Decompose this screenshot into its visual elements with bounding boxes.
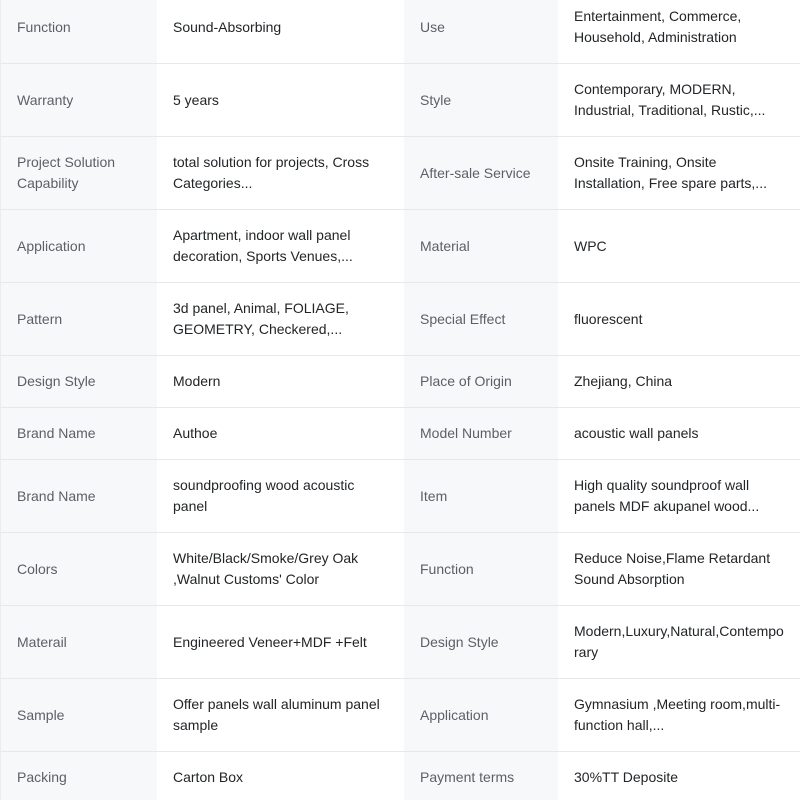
- spec-value-text: WPC: [574, 237, 607, 254]
- spec-value-left: [157, 606, 404, 678]
- spec-value-text: Engineered Veneer+MDF +Felt: [173, 633, 367, 650]
- spec-value-left: [157, 283, 404, 355]
- spec-label-right: [404, 64, 558, 136]
- spec-label-right: [404, 408, 558, 459]
- spec-label-left: [1, 533, 157, 605]
- table-row: [1, 63, 800, 136]
- table-row: [1, 532, 800, 605]
- spec-value-text: Sound-Absorbing: [173, 18, 282, 35]
- spec-value-right: [558, 137, 800, 209]
- spec-value-text: Apartment, indoor wall panel decoration, Sports Venues,...: [173, 227, 353, 264]
- spec-value-text: fluorescent: [574, 310, 643, 327]
- spec-value-right: [558, 460, 800, 532]
- spec-label-left: [1, 679, 157, 751]
- spec-label-left: [1, 606, 157, 678]
- spec-label-right: [404, 679, 558, 751]
- table-row: [1, 459, 800, 532]
- spec-label-text: Application: [17, 237, 86, 254]
- table-row: [1, 751, 800, 800]
- spec-label-text: Colors: [17, 560, 58, 577]
- spec-value-right: [558, 533, 800, 605]
- spec-label-text: Sample: [17, 706, 65, 723]
- spec-label-text: Special Effect: [420, 310, 506, 327]
- spec-label-text: Brand Name: [17, 487, 96, 504]
- spec-label-right: [404, 606, 558, 678]
- spec-value-text: Gymnasium ,Meeting room,multi-function hall,...: [574, 696, 781, 733]
- spec-value-right: [558, 606, 800, 678]
- spec-label-text: Design Style: [420, 633, 499, 650]
- spec-value-text: 30%TT Deposite: [574, 769, 679, 785]
- spec-label-text: After-sale Service: [420, 164, 531, 181]
- spec-value-left: [157, 679, 404, 751]
- spec-label-text: Warranty: [17, 91, 74, 108]
- spec-value-text: Offer panels wall aluminum panel sample: [173, 696, 380, 733]
- spec-value-right: [558, 752, 800, 800]
- spec-value-text: 3d panel, Animal, FOLIAGE, GEOMETRY, Checkered,...: [173, 300, 349, 337]
- spec-value-text: White/Black/Smoke/Grey Oak ,Walnut Customs' Color: [173, 550, 359, 587]
- spec-label-right: [404, 752, 558, 800]
- spec-value-text: Authoe: [173, 425, 218, 441]
- spec-label-right: [404, 210, 558, 282]
- table-row: [1, 0, 800, 63]
- spec-label-right: [404, 533, 558, 605]
- spec-value-left: [157, 533, 404, 605]
- spec-label-left: [1, 460, 157, 532]
- spec-value-right: [558, 64, 800, 136]
- table-row: [1, 605, 800, 678]
- spec-value-right: [558, 356, 800, 407]
- table-row: [1, 678, 800, 751]
- spec-value-text: acoustic wall panels: [574, 425, 699, 441]
- spec-label-right: [404, 0, 558, 63]
- table-row: [1, 209, 800, 282]
- spec-label-text: Brand Name: [17, 425, 96, 441]
- spec-label-left: [1, 64, 157, 136]
- spec-value-right: [558, 283, 800, 355]
- spec-label-text: Pattern: [17, 310, 63, 327]
- spec-label-text: Payment terms: [420, 769, 515, 785]
- spec-value-text: Entertainment, Commerce, Household, Administration: [574, 8, 742, 45]
- spec-label-text: Function: [17, 18, 71, 35]
- spec-value-text: Carton Box: [173, 769, 244, 785]
- spec-label-left: [1, 408, 157, 459]
- spec-label-text: Project Solution Capability: [17, 154, 116, 191]
- spec-value-right: [558, 679, 800, 751]
- spec-label-left: [1, 137, 157, 209]
- spec-label-left: [1, 283, 157, 355]
- spec-label-text: Function: [420, 560, 474, 577]
- spec-label-text: Style: [420, 91, 452, 108]
- spec-label-text: Application: [420, 706, 489, 723]
- spec-label-right: [404, 137, 558, 209]
- spec-value-right: [558, 210, 800, 282]
- table-row: [1, 282, 800, 355]
- spec-value-left: [157, 0, 404, 63]
- spec-label-text: Packing: [17, 769, 67, 785]
- spec-value-text: Contemporary, MODERN, Industrial, Traditional, Rustic,...: [574, 81, 766, 118]
- spec-label-text: Material: [420, 237, 470, 254]
- spec-label-text: Item: [420, 487, 448, 504]
- spec-value-text: Zhejiang, China: [574, 373, 673, 389]
- spec-value-text: total solution for projects, Cross Categories...: [173, 154, 370, 191]
- spec-label-left: [1, 356, 157, 407]
- spec-value-left: [157, 210, 404, 282]
- spec-label-text: Use: [420, 18, 445, 35]
- spec-label-right: [404, 283, 558, 355]
- spec-value-text: Reduce Noise,Flame Retardant Sound Absorption: [574, 550, 771, 587]
- spec-value-text: High quality soundproof wall panels MDF akupanel wood...: [574, 477, 760, 514]
- table-row: [1, 136, 800, 209]
- spec-label-right: [404, 356, 558, 407]
- spec-label-text: Place of Origin: [420, 373, 512, 389]
- spec-value-text: soundproofing wood acoustic panel: [173, 477, 355, 514]
- spec-value-text: Modern: [173, 373, 221, 389]
- spec-value-text: 5 years: [173, 91, 219, 108]
- spec-value-left: [157, 460, 404, 532]
- spec-value-left: [157, 356, 404, 407]
- spec-label-text: Materail: [17, 633, 67, 650]
- spec-value-right: [558, 0, 800, 63]
- spec-value-text: Modern,Luxury,Natural,Contemporary: [574, 623, 784, 660]
- spec-value-text: Onsite Training, Onsite Installation, Free spare parts,...: [574, 154, 767, 191]
- spec-value-right: [558, 408, 800, 459]
- spec-label-left: [1, 0, 157, 63]
- spec-value-left: [157, 64, 404, 136]
- table-row: [1, 407, 800, 459]
- spec-label-text: Design Style: [17, 373, 96, 389]
- spec-label-left: [1, 210, 157, 282]
- spec-label-right: [404, 460, 558, 532]
- spec-value-left: [157, 408, 404, 459]
- table-row: [1, 355, 800, 407]
- spec-label-left: [1, 752, 157, 800]
- spec-value-left: [157, 137, 404, 209]
- spec-label-text: Model Number: [420, 425, 512, 441]
- spec-value-left: [157, 752, 404, 800]
